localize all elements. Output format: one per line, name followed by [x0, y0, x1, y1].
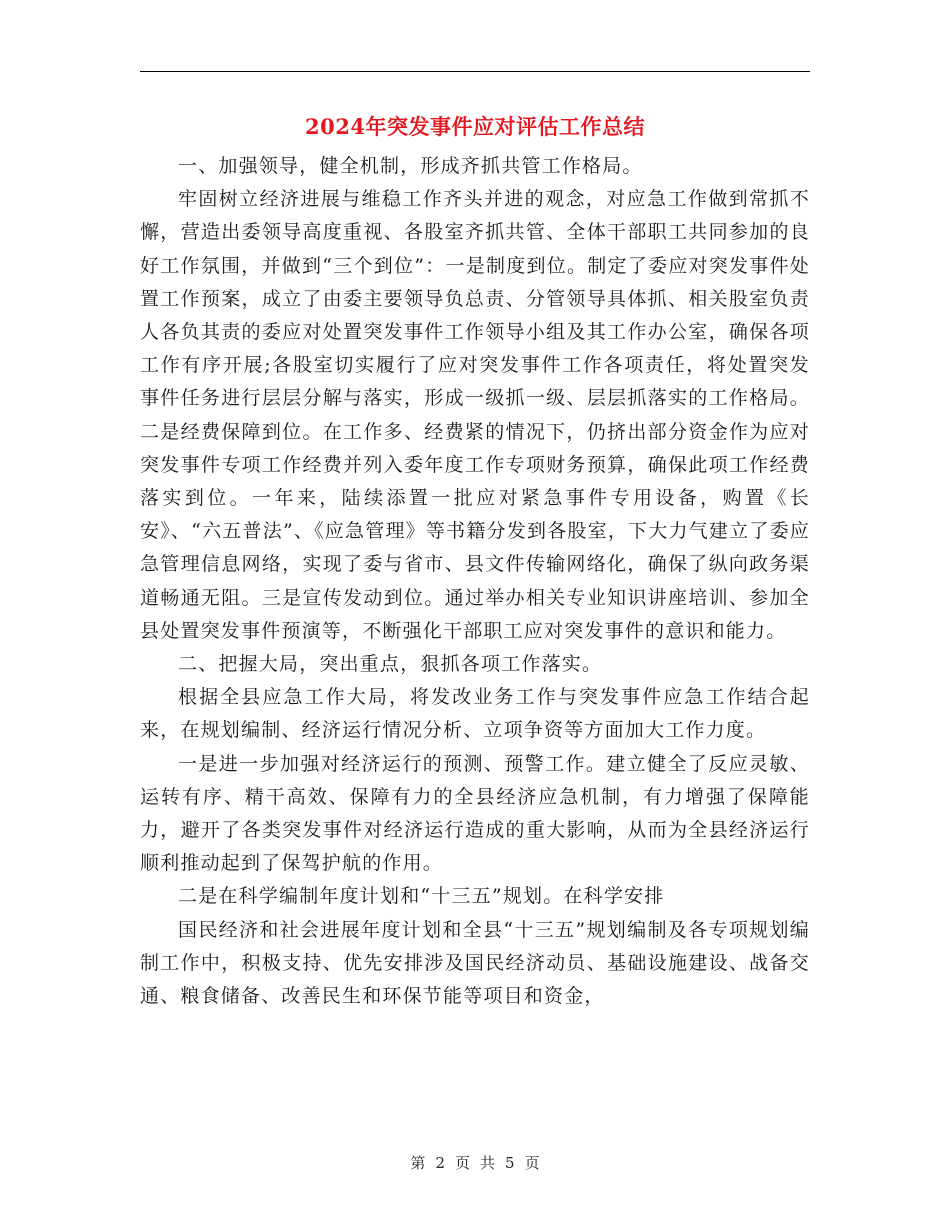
page-footer [0, 1153, 950, 1173]
footer-label-gong: 共 [480, 1154, 496, 1172]
header-rule [140, 71, 810, 72]
section-heading-2: 二、把握大局，突出重点，狠抓各项工作落实。 [178, 653, 603, 676]
document-title: 2024年突发事件应对评估工作总结 [305, 114, 645, 139]
footer-label-ye2: 页 [524, 1154, 540, 1172]
body-paragraph: 牢固树立经济进展与维稳工作齐头并进的观念，对应急工作做到常抓不懈，营造出委领导高度重视、各股室齐抓共管、全体干部职工共同参加的良好工作氛围，并做到“三个到位”：一是制度到位。制定了委应对突发事件处置工作预案，成立了由委主要领导负总责、分管领导具体抓、相关股室负责人各负其责的委应对处置突发事件工作领导小组及其工作办公室，确保各项工作有序开展;各股室切实履行了应对突发事件工作各项责任，将处置突发事件任务进行层层分解与落实，形成一级抓一级、层层抓落实的工作格局。二是经费保障到位。在工作多、经费紧的情况下，仍挤出部分资金作为应对突发事件专项工作经费并列入委年度工作专项财务预算，确保此项工作经费落实到位。一年来，陆续添置一批应对紧急事件专用设备，购置《长安》、“六五普法”、《应急管理》等书籍分发到各股室，下大力气建立了委应急管理信息网络，实现了委与省市、县文件传输网络化，确保了纵向政务渠道畅通无阻。三是宣传发动到位。通过举办相关专业知识讲座培训、参加全县处置突发事件预演等，不断强化干部职工应对突发事件的意识和能力。 [140, 188, 810, 642]
current-page-number: 2 [435, 1154, 445, 1172]
footer-label-di: 第 [410, 1154, 426, 1172]
body-paragraph: 国民经济和社会进展年度计划和全县“十三五”规划编制及各专项规划编制工作中，积极支持、优先安排涉及国民经济动员、基础设施建设、战备交通、粮食储备、改善民生和环保节能等项目和资金， [140, 918, 810, 1008]
section-heading-1: 一、加强领导，健全机制，形成齐抓共管工作格局。 [178, 155, 643, 177]
body-paragraph: 根据全县应急工作大局，将发改业务工作与突发事件应急工作结合起来，在规划编制、经济运行情况分析、立项争资等方面加大工作力度。 [140, 686, 810, 742]
total-pages-number: 5 [505, 1154, 515, 1172]
body-paragraph: 二是在科学编制年度计划和“十三五”规划。在科学安排 [178, 885, 665, 908]
document-body [140, 150, 810, 1013]
body-paragraph: 一是进一步加强对经济运行的预测、预警工作。建立健全了反应灵敏、运转有序、精干高效、保障有力的全县经济应急机制，有力增强了保障能力，避开了各类突发事件对经济运行造成的重大影响，从而为全县经济运行顺利推动起到了保驾护航的作用。 [140, 752, 810, 875]
footer-label-ye: 页 [454, 1154, 470, 1172]
